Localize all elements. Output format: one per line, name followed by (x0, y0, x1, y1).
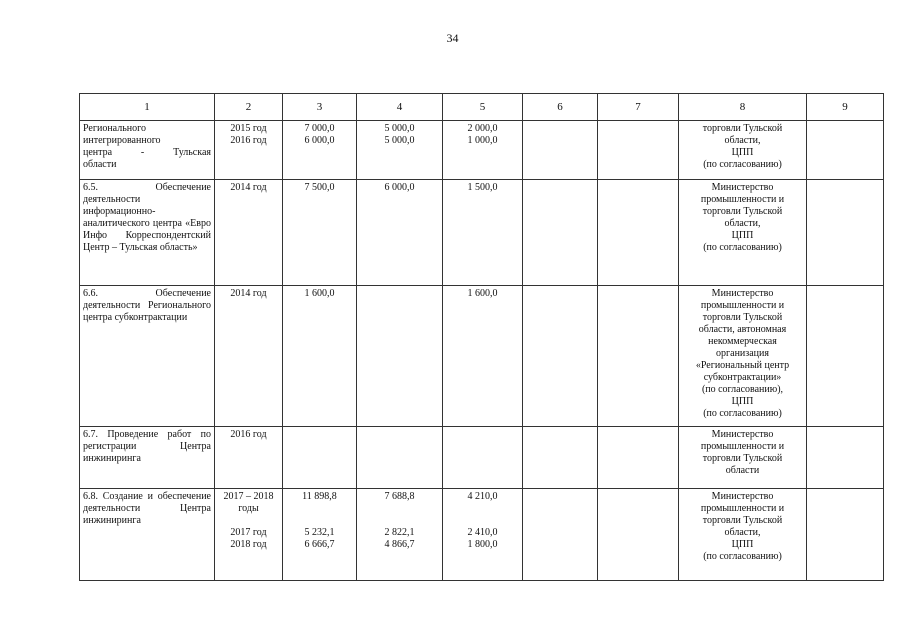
header-cell-1: 1 (80, 94, 215, 121)
cell-responsible: торговли Тульской области, ЦПП (по согласованию) (679, 121, 807, 180)
header-cell-5: 5 (443, 94, 523, 121)
cell-col3: 1 600,0 (283, 286, 357, 427)
header-row (80, 94, 884, 121)
cell-col5: 1 500,0 (443, 180, 523, 286)
cell-name: 6.7. Проведение работ по регистрации Центра инжиниринга (80, 427, 215, 489)
page-number: 34 (446, 31, 459, 45)
cell-col6 (523, 180, 598, 286)
years-split: 2017 год 2018 год (230, 527, 267, 550)
cell-col3 (283, 427, 357, 489)
value-total: 7 688,8 (384, 491, 415, 502)
cell-col9 (807, 121, 884, 180)
name-word: центра (83, 147, 113, 158)
header-cell-8: 8 (679, 94, 807, 121)
name-line: Регионального (83, 123, 146, 134)
name-line-justified (83, 147, 211, 159)
cell-responsible: Министерство промышленности и торговли Тульской области (679, 427, 807, 489)
table-row (80, 427, 884, 489)
cell-col6 (523, 489, 598, 581)
cell-col9 (807, 427, 884, 489)
table-row (80, 180, 884, 286)
cell-col5: 2 000,0 1 000,0 (443, 121, 523, 180)
header-cell-2: 2 (215, 94, 283, 121)
cell-name: 6.5. Обеспечение деятельности информационно-аналитического центра «Евро Инфо Корреспондентский Центр – Тульская область» (80, 180, 215, 286)
cell-years (215, 489, 283, 581)
table-row (80, 121, 884, 180)
cell-col6 (523, 286, 598, 427)
cell-name: 6.6. Обеспечение деятельности Регионального центра субконтрактации (80, 286, 215, 427)
value-split: 5 232,1 6 666,7 (304, 527, 335, 550)
cell-years: 2014 год (215, 286, 283, 427)
cell-col9 (807, 286, 884, 427)
table-row (80, 489, 884, 581)
cell-responsible: Министерство промышленности и торговли Тульской области, ЦПП (по согласованию) (679, 489, 807, 581)
value-total: 11 898,8 (302, 491, 337, 502)
cell-responsible: Министерство промышленности и торговли Тульской области, автономная некоммерческая организация «Региональный центр субконтрактации» (по согласованию), ЦПП (по согласованию) (679, 286, 807, 427)
cell-col3: 7 000,0 6 000,0 (283, 121, 357, 180)
header-cell-7: 7 (598, 94, 679, 121)
cell-col6 (523, 427, 598, 489)
cell-responsible: Министерство промышленности и торговли Тульской области, ЦПП (по согласованию) (679, 180, 807, 286)
cell-col4 (357, 286, 443, 427)
name-word: - (140, 147, 145, 158)
header-cell-4: 4 (357, 94, 443, 121)
cell-name (80, 121, 215, 180)
header-cell-3: 3 (283, 94, 357, 121)
cell-name: 6.8. Создание и обеспечение деятельности Центра инжиниринга (80, 489, 215, 581)
cell-col3 (283, 489, 357, 581)
value-split: 2 822,1 4 866,7 (384, 527, 415, 550)
header-cell-6: 6 (523, 94, 598, 121)
name-line: области (83, 159, 117, 170)
name-line: интегрированного (83, 135, 161, 146)
cell-col4: 5 000,0 5 000,0 (357, 121, 443, 180)
years-range: 2017 – 2018 годы (223, 491, 274, 514)
value-split: 2 410,0 1 800,0 (467, 527, 498, 550)
cell-col7 (598, 427, 679, 489)
cell-col7 (598, 121, 679, 180)
cell-years: 2015 год 2016 год (215, 121, 283, 180)
cell-col5 (443, 489, 523, 581)
cell-col3: 7 500,0 (283, 180, 357, 286)
cell-col9 (807, 489, 884, 581)
cell-years: 2014 год (215, 180, 283, 286)
cell-col4: 6 000,0 (357, 180, 443, 286)
cell-years: 2016 год (215, 427, 283, 489)
cell-col5: 1 600,0 (443, 286, 523, 427)
cell-col6 (523, 121, 598, 180)
cell-col9 (807, 180, 884, 286)
name-word: Тульская (173, 147, 211, 158)
cell-col7 (598, 286, 679, 427)
header-cell-9: 9 (807, 94, 884, 121)
value-total: 4 210,0 (467, 491, 498, 502)
cell-col7 (598, 180, 679, 286)
cell-col4 (357, 427, 443, 489)
cell-col7 (598, 489, 679, 581)
program-table (79, 93, 884, 581)
table-row (80, 286, 884, 427)
cell-col4 (357, 489, 443, 581)
cell-col5 (443, 427, 523, 489)
